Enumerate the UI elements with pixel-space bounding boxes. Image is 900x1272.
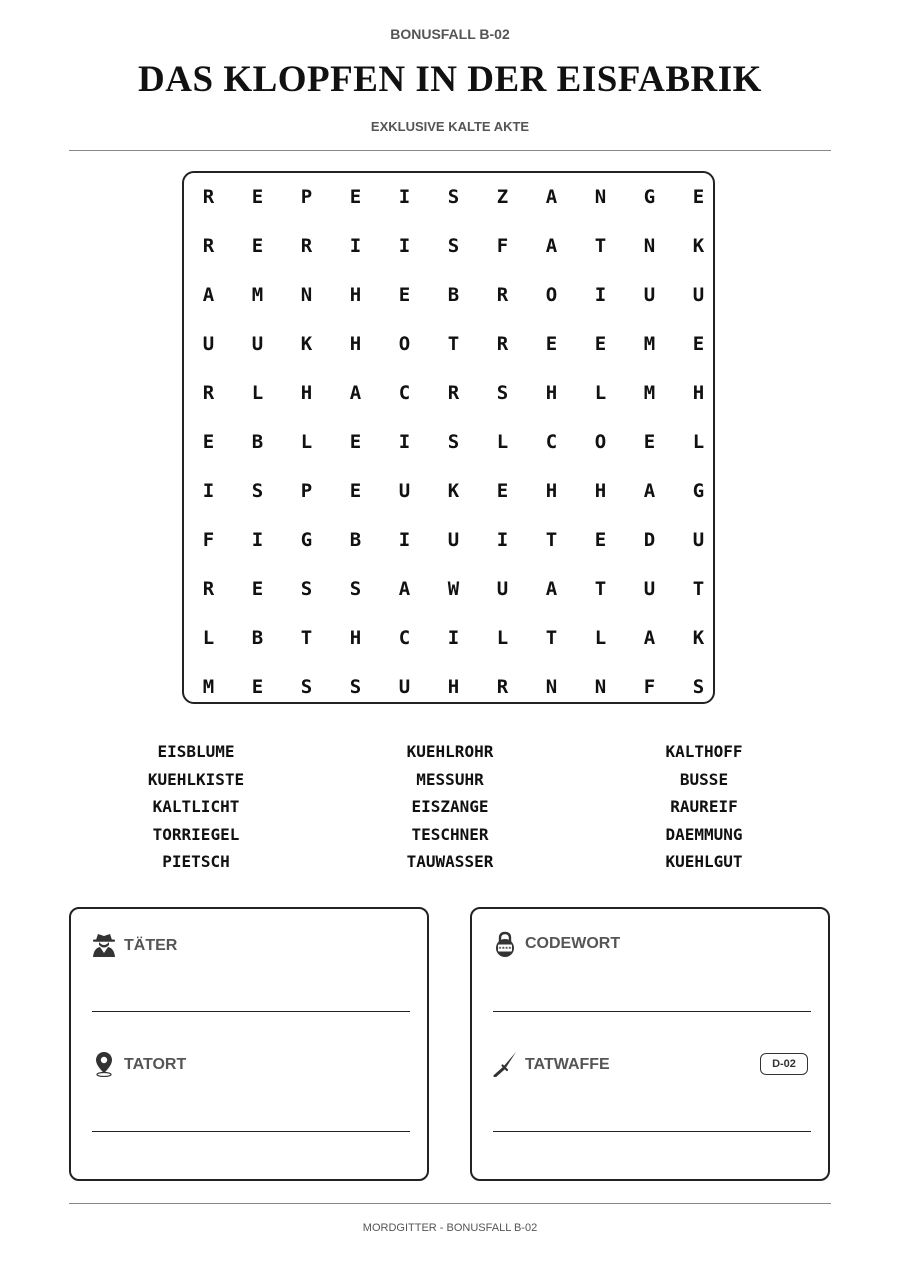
perpetrator-label: TÄTER [124, 937, 178, 954]
grid-cell[interactable]: I [349, 235, 362, 257]
grid-cell[interactable]: L [300, 431, 313, 453]
search-word: TAUWASSER [406, 852, 494, 871]
grid-cell[interactable]: U [202, 333, 215, 355]
grid-cell[interactable]: K [692, 235, 705, 257]
grid-cell[interactable]: U [251, 333, 264, 355]
grid-cell[interactable]: E [496, 480, 509, 502]
grid-cell[interactable]: E [398, 284, 411, 306]
word-column [96, 738, 296, 876]
search-word: KUEHLKISTE [147, 769, 245, 789]
search-word: PIETSCH [162, 852, 230, 871]
svg-text:****: **** [498, 946, 512, 953]
grid-cell[interactable]: I [398, 431, 411, 453]
codeword-label: CODEWORT [525, 935, 621, 952]
grid-cell[interactable]: N [594, 676, 607, 698]
grid-cell[interactable]: L [496, 627, 509, 649]
search-word: MESSUHR [416, 769, 484, 789]
grid-cell[interactable]: S [447, 431, 460, 453]
search-word: KALTHOFF [665, 742, 743, 761]
grid-cell[interactable]: U [398, 480, 411, 502]
grid-cell[interactable]: H [692, 382, 705, 404]
grid-cell[interactable]: I [594, 284, 607, 306]
grid-cell[interactable]: Z [496, 186, 509, 208]
grid-cell[interactable]: S [496, 382, 509, 404]
grid-cell[interactable]: B [251, 431, 264, 453]
grid-cell[interactable]: T [447, 333, 460, 355]
grid-cell[interactable]: A [349, 382, 362, 404]
grid-cell[interactable]: I [251, 529, 264, 551]
grid-cell[interactable]: M [251, 284, 264, 306]
page-title: DAS KLOPFEN IN DER EISFABRIK [138, 59, 762, 100]
grid-cell[interactable]: K [447, 480, 460, 502]
grid-cell[interactable]: N [643, 235, 656, 257]
grid-cell[interactable]: E [692, 333, 705, 355]
grid-cell[interactable]: K [300, 333, 313, 355]
grid-cell[interactable]: L [594, 382, 607, 404]
grid-cell[interactable]: L [251, 382, 264, 404]
bottom-divider [69, 1203, 831, 1204]
grid-cell[interactable]: R [202, 235, 215, 257]
weapon-answer-line[interactable] [493, 1131, 811, 1132]
weapon-label: TATWAFFE [525, 1056, 610, 1073]
grid-cell[interactable]: U [692, 284, 705, 306]
knife-icon [492, 1051, 518, 1077]
grid-cell[interactable]: R [447, 382, 460, 404]
grid-cell[interactable]: I [398, 235, 411, 257]
grid-cell[interactable]: S [300, 676, 313, 698]
word-column [350, 738, 550, 876]
grid-cell[interactable]: B [447, 284, 460, 306]
grid-cell[interactable]: C [398, 627, 411, 649]
grid-cell[interactable]: U [643, 284, 656, 306]
grid-cell[interactable]: U [398, 676, 411, 698]
grid-cell[interactable]: F [643, 676, 656, 698]
map-pin-icon [91, 1051, 117, 1077]
grid-cell[interactable]: C [398, 382, 411, 404]
grid-cell[interactable]: B [349, 529, 362, 551]
grid-cell[interactable]: R [202, 186, 215, 208]
grid-cell[interactable]: T [300, 627, 313, 649]
search-word: KALTLICHT [152, 797, 240, 816]
grid-cell[interactable]: R [496, 676, 509, 698]
grid-cell[interactable]: D [643, 529, 656, 551]
grid-cell[interactable]: R [202, 382, 215, 404]
grid-cell[interactable]: I [202, 480, 215, 502]
grid-cell[interactable]: N [300, 284, 313, 306]
grid-cell[interactable]: S [692, 676, 705, 698]
grid-cell[interactable]: E [349, 480, 362, 502]
word-column [604, 738, 804, 876]
page-subtitle: EXKLUSIVE KALTE AKTE [370, 119, 530, 134]
grid-cell[interactable]: L [496, 431, 509, 453]
grid-cell[interactable]: S [349, 578, 362, 600]
search-word: DAEMMUNG [665, 824, 743, 844]
case-label: BONUSFALL B-02 [390, 26, 510, 42]
grid-cell[interactable]: T [692, 578, 705, 600]
suspect-panel [69, 907, 429, 1181]
grid-cell[interactable]: A [398, 578, 411, 600]
grid-cell[interactable]: E [594, 333, 607, 355]
grid-cell[interactable]: G [300, 529, 313, 551]
grid-cell[interactable]: E [202, 431, 215, 453]
grid-cell[interactable]: A [545, 235, 558, 257]
search-word: KUEHLGUT [665, 852, 743, 871]
search-word: BUSSE [679, 769, 729, 789]
grid-cell[interactable]: L [692, 431, 705, 453]
search-word: EISBLUME [157, 742, 235, 761]
grid-cell[interactable]: S [300, 578, 313, 600]
grid-cell[interactable]: E [594, 529, 607, 551]
grid-cell[interactable]: A [643, 627, 656, 649]
grid-cell[interactable]: N [545, 676, 558, 698]
grid-cell[interactable]: R [300, 235, 313, 257]
grid-cell[interactable]: T [545, 529, 558, 551]
grid-cell[interactable]: O [594, 431, 607, 453]
grid-cell[interactable]: F [202, 529, 215, 551]
codeword-answer-line[interactable] [493, 1011, 811, 1012]
search-word: RAUREIF [670, 797, 738, 816]
grid-cell[interactable]: L [594, 627, 607, 649]
grid-cell[interactable]: U [643, 578, 656, 600]
grid-cell[interactable]: O [398, 333, 411, 355]
grid-cell[interactable]: P [300, 480, 313, 502]
grid-cell[interactable]: H [349, 627, 362, 649]
grid-cell[interactable]: T [594, 235, 607, 257]
perpetrator-answer-line[interactable] [92, 1011, 410, 1012]
grid-cell[interactable]: T [594, 578, 607, 600]
grid-cell[interactable]: E [251, 186, 264, 208]
case-code-badge: D-02 [760, 1053, 808, 1075]
grid-cell[interactable]: H [349, 333, 362, 355]
page-footer: MORDGITTER - BONUSFALL B-02 [362, 1222, 538, 1234]
grid-cell[interactable]: E [251, 578, 264, 600]
grid-cell[interactable]: O [545, 284, 558, 306]
grid-cell[interactable]: T [545, 627, 558, 649]
grid-cell[interactable]: R [496, 333, 509, 355]
grid-cell[interactable]: H [447, 676, 460, 698]
grid-cell[interactable]: E [545, 333, 558, 355]
padlock-icon [492, 931, 518, 957]
detective-icon [91, 931, 117, 957]
grid-cell[interactable]: S [447, 186, 460, 208]
grid-cell[interactable]: S [251, 480, 264, 502]
grid-cell[interactable]: S [349, 676, 362, 698]
grid-cell[interactable]: H [349, 284, 362, 306]
word-search-grid [182, 171, 715, 704]
grid-cell[interactable]: M [643, 382, 656, 404]
search-word: TORRIEGEL [152, 824, 240, 844]
grid-cell[interactable]: G [643, 186, 656, 208]
top-divider [69, 150, 831, 151]
grid-cell[interactable]: G [692, 480, 705, 502]
grid-cell[interactable]: E [251, 676, 264, 698]
grid-cell[interactable]: H [594, 480, 607, 502]
crime-scene-answer-line[interactable] [92, 1131, 410, 1132]
search-word: KUEHLROHR [406, 742, 494, 761]
evidence-panel [470, 907, 830, 1181]
grid-cell[interactable]: E [692, 186, 705, 208]
grid-cell[interactable]: U [496, 578, 509, 600]
grid-cell[interactable]: E [251, 235, 264, 257]
grid-cell[interactable]: P [300, 186, 313, 208]
grid-cell[interactable]: I [398, 186, 411, 208]
search-word: EISZANGE [411, 797, 489, 816]
grid-cell[interactable]: A [202, 284, 215, 306]
grid-cell[interactable]: L [202, 627, 215, 649]
search-word: TESCHNER [411, 824, 489, 844]
grid-cell[interactable]: E [349, 186, 362, 208]
grid-cell[interactable]: H [545, 480, 558, 502]
grid-cell[interactable]: I [398, 529, 411, 551]
grid-cell[interactable]: F [496, 235, 509, 257]
crime-scene-label: TATORT [124, 1056, 187, 1073]
grid-cell[interactable]: E [643, 431, 656, 453]
grid-cell[interactable]: S [447, 235, 460, 257]
grid-cell[interactable]: A [643, 480, 656, 502]
grid-cell[interactable]: C [545, 431, 558, 453]
grid-cell[interactable]: B [251, 627, 264, 649]
grid-cell[interactable]: U [692, 529, 705, 551]
grid-cell[interactable]: R [202, 578, 215, 600]
grid-cell[interactable]: I [496, 529, 509, 551]
grid-cell[interactable]: M [643, 333, 656, 355]
grid-cell[interactable]: W [447, 578, 460, 600]
grid-cell[interactable]: M [202, 676, 215, 698]
grid-cell[interactable]: A [545, 578, 558, 600]
grid-cell[interactable]: K [692, 627, 705, 649]
grid-cell[interactable]: I [447, 627, 460, 649]
grid-cell[interactable]: H [545, 382, 558, 404]
grid-cell[interactable]: N [594, 186, 607, 208]
grid-cell[interactable]: E [349, 431, 362, 453]
grid-cell[interactable]: H [300, 382, 313, 404]
grid-cell[interactable]: A [545, 186, 558, 208]
grid-cell[interactable]: U [447, 529, 460, 551]
grid-cell[interactable]: R [496, 284, 509, 306]
